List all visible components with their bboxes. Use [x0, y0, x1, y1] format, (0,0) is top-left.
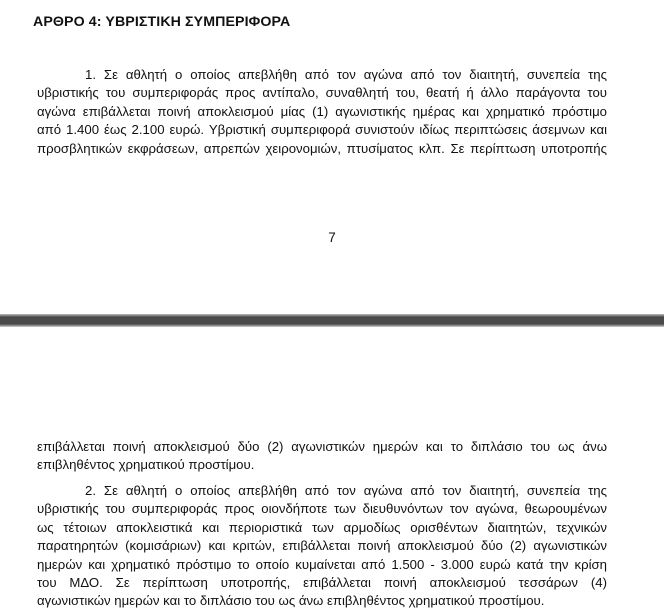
- paragraph-line: ημερών και χρηματικό πρόστιμο το οποίο κυμαίνεται από 1.500 - 3.000 ευρώ κατά την κρίση: [37, 556, 607, 572]
- page-separator: [0, 314, 664, 327]
- paragraph-1: [37, 66, 607, 158]
- paragraph-line: αγώνα επιβάλλεται ποινή αποκλεισμού μίας (1) αγωνιστικής ημέρας και χρηματικό πρόστιμο: [37, 103, 607, 119]
- paragraph-line: του ΜΔΟ. Σε περίπτωση υποτροπής, επιβάλλεται ποινή αποκλεισμού τεσσάρων (4): [37, 575, 607, 591]
- paragraph-line: επιβληθέντος χρηματικού προστίμου.: [37, 457, 255, 473]
- article-heading: ΑΡΘΡΟ 4: ΥΒΡΙΣΤΙΚΗ ΣΥΜΠΕΡΙΦΟΡΑ: [33, 14, 291, 30]
- paragraph-line: ως τέτοιων αποκλειστικά και περιοριστικά των αρμοδίως ορισθέντων διαιτητών, τεχνικών: [37, 519, 607, 535]
- paragraph-line: 1. Σε αθλητή ο οποίος απεβλήθη από τον αγώνα από τον διαιτητή, συνεπεία της: [85, 67, 607, 82]
- paragraph-line: παρατηρητών (κομισάριων) και κριτών, επιβάλλεται ποινή αποκλεισμού δύο (2) αγωνιστικών: [37, 538, 607, 554]
- paragraph-2: [37, 482, 607, 611]
- paragraph-line: από 1.400 έως 2.100 ευρώ. Υβριστική συμπεριφορά συνιστούν ιδίως περιπτώσεις άσεμνων και: [37, 122, 607, 138]
- paragraph-line: 2. Σε αθλητή ο οποίος απεβλήθη από τον αγώνα από τον διαιτητή, συνεπεία της: [85, 483, 607, 498]
- paragraph-line: υβριστικής του συμπεριφοράς προς αντίπαλο, συναθλητή του, θεατή ή άλλο παράγοντα του: [37, 85, 607, 101]
- continuation-paragraph: [37, 438, 607, 475]
- paragraph-line: αγωνιστικών ημερών και το διπλάσιο του ως άνω επιβληθέντος χρηματικού προστίμου.: [37, 593, 545, 609]
- page-number: 7: [328, 230, 336, 245]
- paragraph-line: προσβλητικών εκφράσεων, απρεπών χειρονομιών, πτυσίματος κλπ. Σε περίπτωση υποτροπής: [37, 140, 607, 156]
- paragraph-line: υβριστικής του συμπεριφοράς προς οιονδήποτε των διευθυνόντων τον αγώνα, θεωρουμένων: [37, 501, 607, 517]
- paragraph-line: επιβάλλεται ποινή αποκλεισμού δύο (2) αγωνιστικών ημερών και το διπλάσιο του ως άνω: [37, 439, 607, 454]
